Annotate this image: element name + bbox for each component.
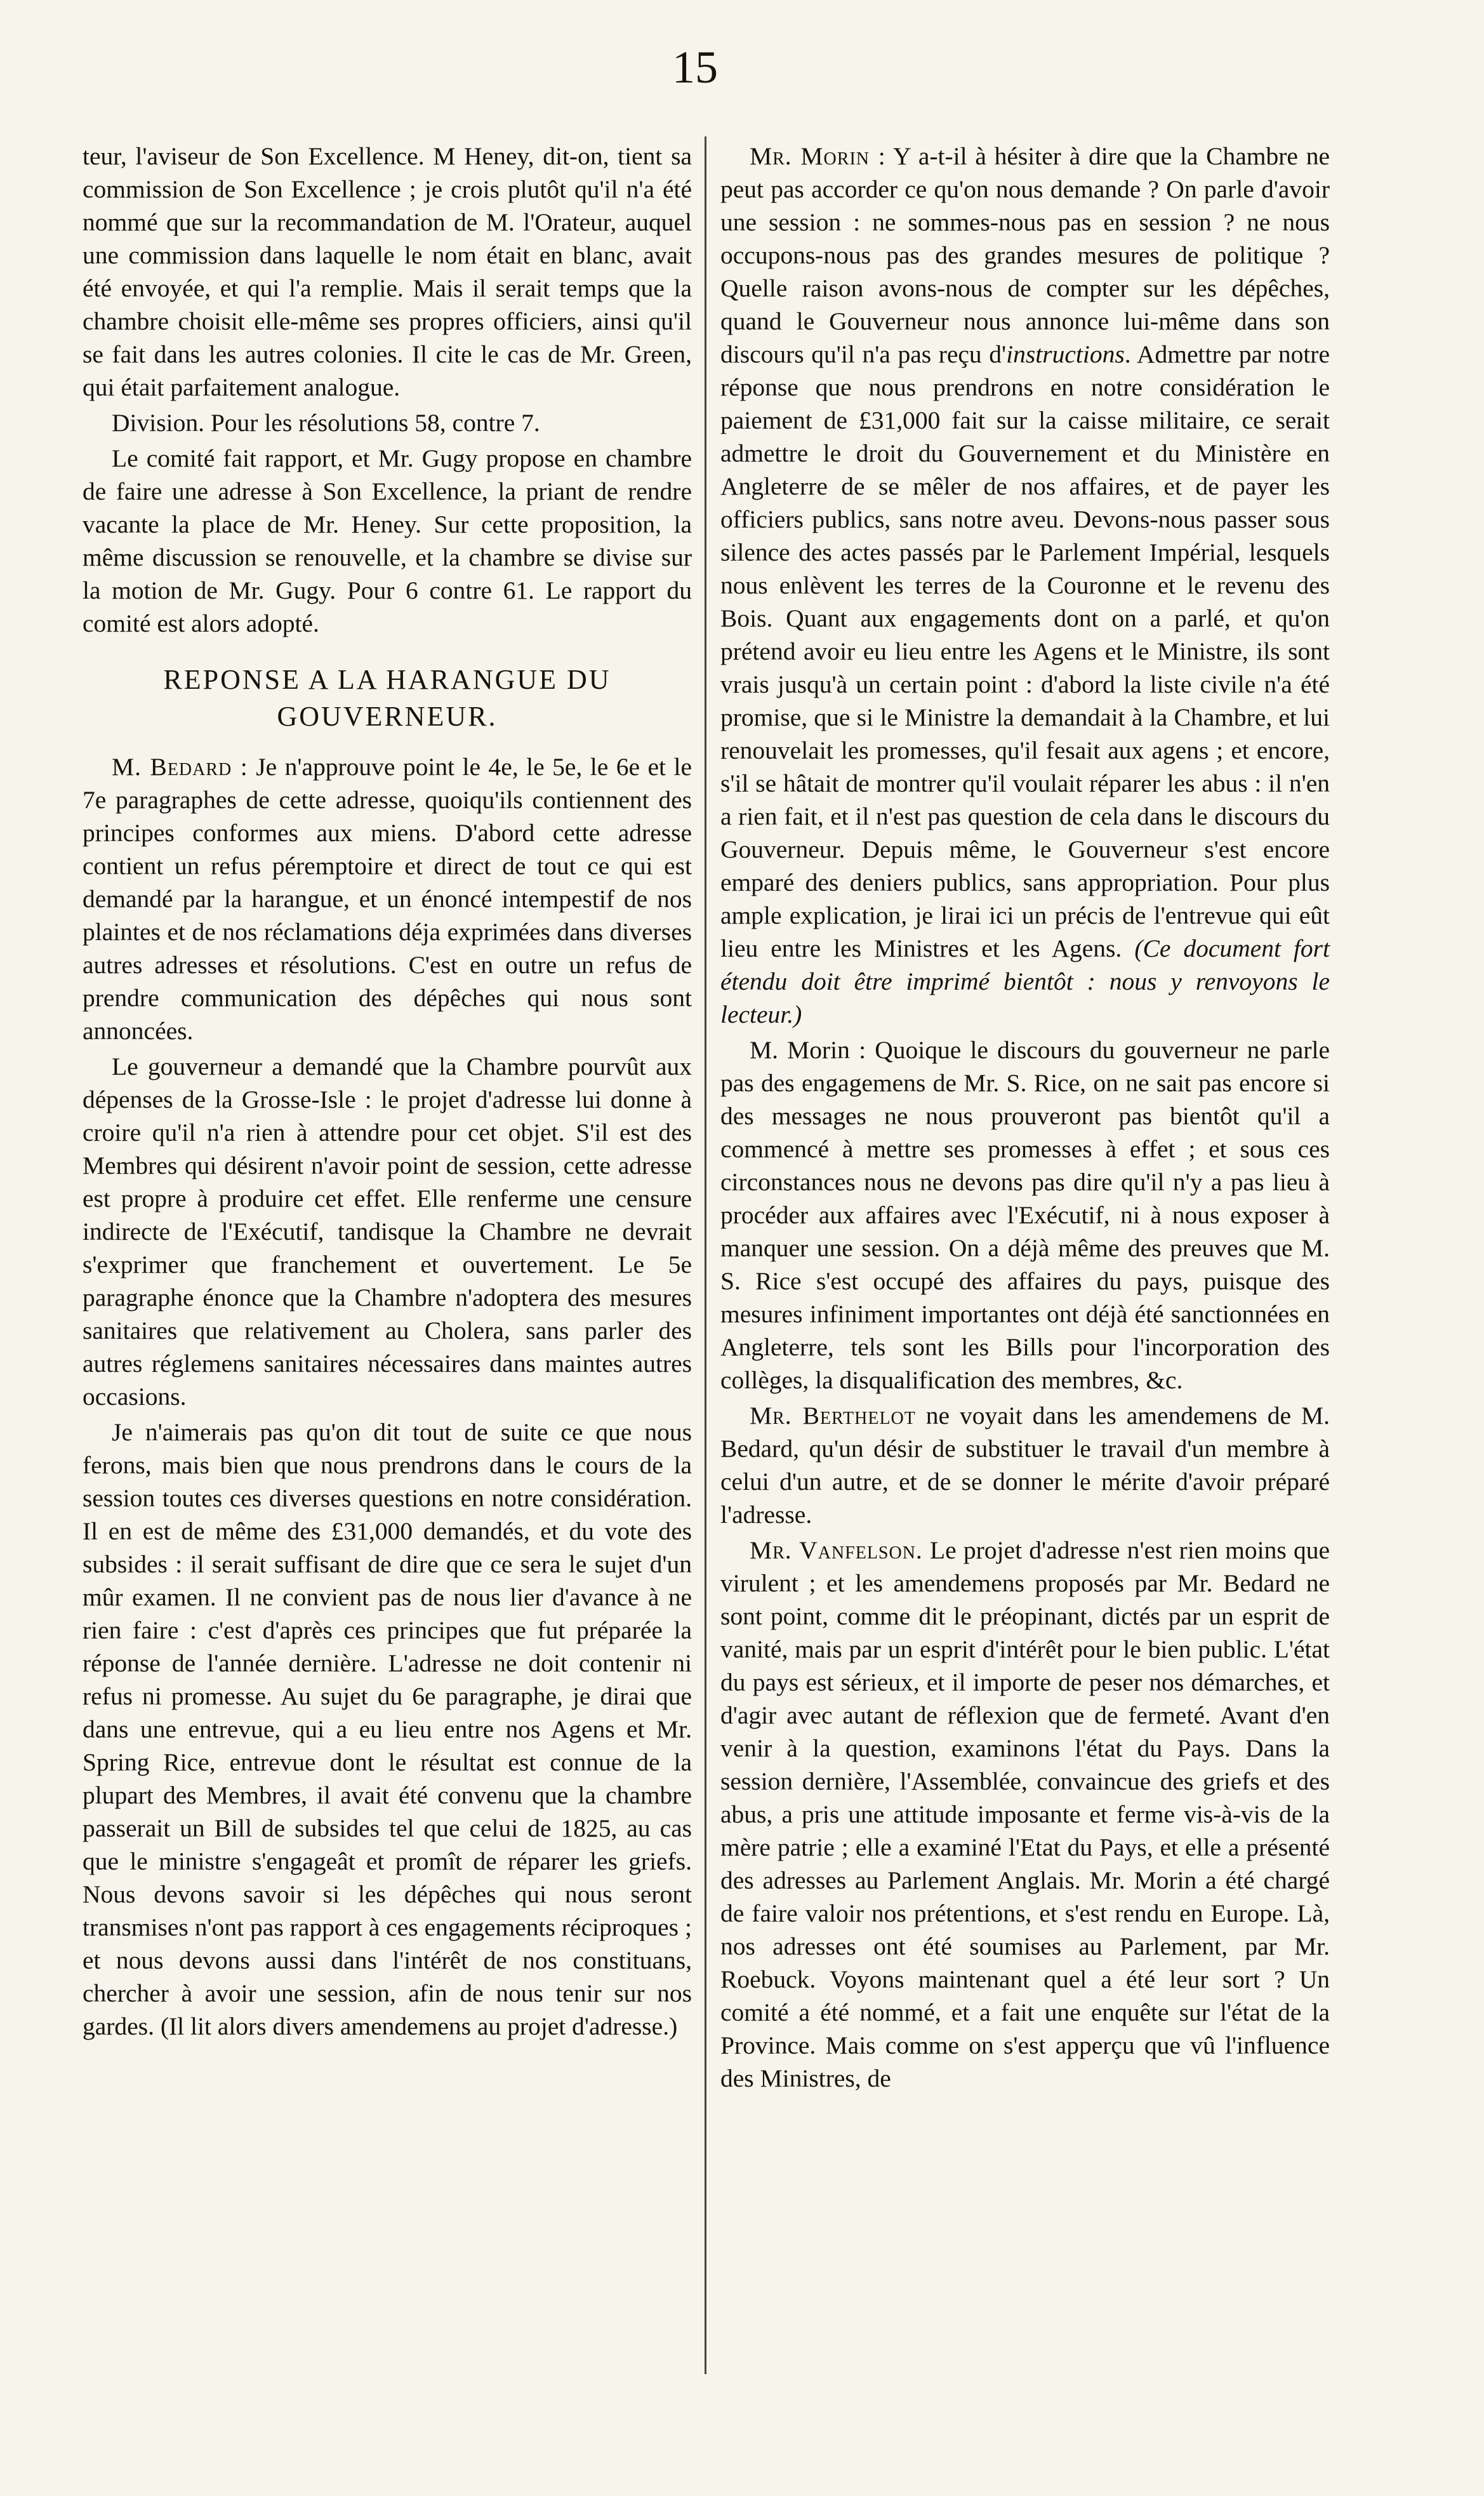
speech-vanfelson: [720, 1534, 1330, 2095]
paragraph: teur, l'aviseur de Son Excellence. M Heney, dit-on, tient sa commission de Son Excellence ; je crois plutôt qu'il n'a été nommé que sur la recommandation de M. l'Orateur, auquel une commission dans laquelle le nom était en blanc, avait été envoyée, et qui l'a remplie. Mais il serait temps que la chambre choisit elle-même ses propres officiers, ainsi qu'il se fait dans les autres colonies. Il cite le cas de Mr. Green, qui était parfaitement analogue.: [83, 142, 692, 401]
speech-text: Y a-t-il à hésiter à dire que la Chambre ne peut pas accorder ce qu'on nous demande ? On parle d'avoir une session : ne sommes-nous pas en session ? ne nous occupons-nous pas des grandes mesures de politique ? Quelle raison avons-nous de compter sur les dépêches, quand le Gouverneur nous annonce lui-même dans son discours qu'il n'a pas reçu d': [720, 142, 1330, 368]
paragraph: Le gouverneur a demandé que la Chambre pourvût aux dépenses de la Grosse-Isle : le projet d'adresse lui donne à croire qu'il n'a rien à attendre pour cet objet. S'il est des Membres qui désirent n'avoir point de session, cette adresse est propre à produire cet effet. Elle renferme une censure indirecte de l'Exécutif, tandisque la Chambre ne devrait s'exprimer que franchement et ouvertement. Le 5e paragraphe énonce que la Chambre n'adoptera des mesures sanitaires que relativement au Cholera, sans parler des autres réglemens sanitaires nécessaires dans maintes autres occasions.: [83, 1052, 692, 1411]
speech-berthelot: [720, 1399, 1330, 1531]
left-column: [83, 140, 692, 2043]
speaker-name: M. Morin :: [750, 1036, 866, 1064]
page-number: 15: [672, 42, 718, 93]
speaker-name: Mr. Morin :: [750, 142, 886, 170]
right-column: [720, 140, 1330, 2095]
speaker-name: Mr. Berthelot: [750, 1402, 916, 1430]
speech-morin: [720, 140, 1330, 1031]
paragraph: Le comité fait rapport, et Mr. Gugy propose en chambre de faire une adresse à Son Excellence, la priant de rendre vacante la place de Mr. Heney. Sur cette proposition, la même discussion se renouvelle, et la chambre se divise sur la motion de Mr. Gugy. Pour 6 contre 61. Le rapport du comité est alors adopté.: [83, 444, 692, 637]
speech-text: Le projet d'adresse n'est rien moins que virulent ; et les amendemens proposés par Mr. Bedard ne sont point, comme dit le préopinant, dictés par un esprit de vanité, mais par un esprit d'intérêt pour le bien public. L'état du pays est sérieux, et il importe de peser nos démarches, et d'agir avec autant de réflexion que de fermeté. Avant d'en venir à la question, examinons l'état du Pays. Dans la session dernière, l'Assemblée, convaincue des griefs et des abus, a pris une attitude imposante et ferme vis-à-vis de la mère patrie ; elle a examiné l'Etat du Pays, et elle a présenté des adresses au Parlement Anglais. Mr. Morin a été chargé de faire valoir nos prétentions, et s'est rendu en Europe. Là, nos adresses ont été soumises au Parlement, par Mr. Roebuck. Voyons maintenant quel a été leur sort ? Un comité a été nommé, et a fait une enquête sur l'état de la Province. Mais comme on s'est apperçu que vû l'influence des Ministres, de: [720, 1536, 1330, 2092]
editor-note: (Ce document fort étendu doit être imprimé bientôt : nous y renvoyons le lecteur.): [720, 934, 1330, 1028]
speech-text: . Admettre par notre réponse que nous prendrons en notre considération le paiement de £31,000 fait sur la caisse militaire, ce serait admettre le droit du Gouvernement et du Ministère en Angleterre de se mêler de nos affaires, et de payer les officiers publics, sans notre aveu. Devons-nous passer sous silence des actes passés par le Parlement Impérial, lesquels nous enlèvent les terres de la Couronne et le revenu des Bois. Quant aux engagements dont on a parlé, et qu'on prétend avoir eu lieu entre les Agens et le Ministre, ils sont vrais jusqu'à un certain point : d'abord la liste civile n'a été promise, que si le Ministre la demandait à la Chambre, et lui renouvelait les promesses, qu'il fesait aux agens ; et encore, s'il se hâtait de montrer qu'il voulait réparer les abus : il n'en a rien fait, et il n'est pas question de cela dans le discours du Gouverneur. Depuis même, le Gouverneur s'est encore emparé des deniers publics, sans appropriation. Pour plus ample explication, je lirai ici un précis de l'entrevue qui eût lieu entre les Ministres et les Agens.: [720, 340, 1330, 962]
speech-morin-2: [720, 1033, 1330, 1397]
section-heading: REPONSE A LA HARANGUE DU GOUVERNEUR.: [163, 664, 611, 732]
division-result: Division. Pour les résolutions 58, contre 7.: [112, 409, 540, 437]
speech-text: Je n'approuve point le 4e, le 5e, le 6e et le 7e paragraphes de cette adresse, quoiqu'ils contiennent des principes conformes aux miens. D'abord cette adresse contient un refus péremptoire et direct de tout ce qui est demandé par la harangue, et un énoncé intempestif de nos plaintes et de nos réclamations déja exprimées dans diverses autres adresses et résolutions. C'est en outre un refus de prendre communication des dépêches qui nous sont annoncées.: [83, 753, 692, 1045]
speech-text: Quoique le discours du gouverneur ne parle pas des engagemens de Mr. S. Rice, on ne sait pas encore si des messages ne nous prouveront pas bientôt qu'il a commencé à mettre ses promesses à effet ; et sous ces circonstances nous ne devons pas dire qu'il n'y a pas lieu à procéder aux affaires avec l'Exécutif, ni à nous exposer à manquer une session. On a déjà même des preuves que M. S. Rice s'est occupé des affaires du pays, puisque des mesures infiniment importantes ont déjà été sanctionnées en Angleterre, tels sont les Bills pour l'incorporation des collèges, la disqualification des membres, &c.: [720, 1036, 1330, 1394]
speaker-name: M. Bedard :: [112, 753, 248, 781]
speech-bedard: [83, 750, 692, 1047]
column-divider: [705, 136, 706, 2374]
speaker-name: Mr. Vanfelson.: [750, 1536, 923, 1564]
speech-text: ne voyait dans les amendemens de M. Bedard, qu'un désir de substituer le travail d'un membre à celui d'un autre, et de se donner le mérite d'avoir préparé l'adresse.: [720, 1402, 1330, 1529]
emphasis: instructions: [1006, 340, 1125, 368]
paragraph: Je n'aimerais pas qu'on dit tout de suite ce que nous ferons, mais bien que nous prendrons dans le cours de la session toutes ces diverses questions en notre considération. Il en est de même des £31,000 demandés, et du vote des subsides : il serait suffisant de dire que ce sera le sujet d'un mûr examen. Il ne convient pas de nous lier d'avance à ne rien faire : c'est d'après ces principes que fut préparée la réponse de l'année dernière. L'adresse ne doit contenir ni refus ni promesse. Au sujet du 6e paragraphe, je dirai que dans une entrevue, qui a eu lieu entre nos Agens et Mr. Spring Rice, entrevue dont le résultat est connue de la plupart des Membres, il avait été convenu que la chambre passerait un Bill de subsides tel que celui de 1825, au cas que le ministre s'engageât et promît de réparer les griefs. Nous devons savoir si les dépêches qui nous seront transmises n'ont pas rapport à ces engagements réciproques ; et nous devons aussi dans l'intérêt de nos constituans, chercher à avoir une session, afin de nous tenir sur nos gardes. (Il lit alors divers amendemens au projet d'adresse.): [83, 1418, 692, 2040]
